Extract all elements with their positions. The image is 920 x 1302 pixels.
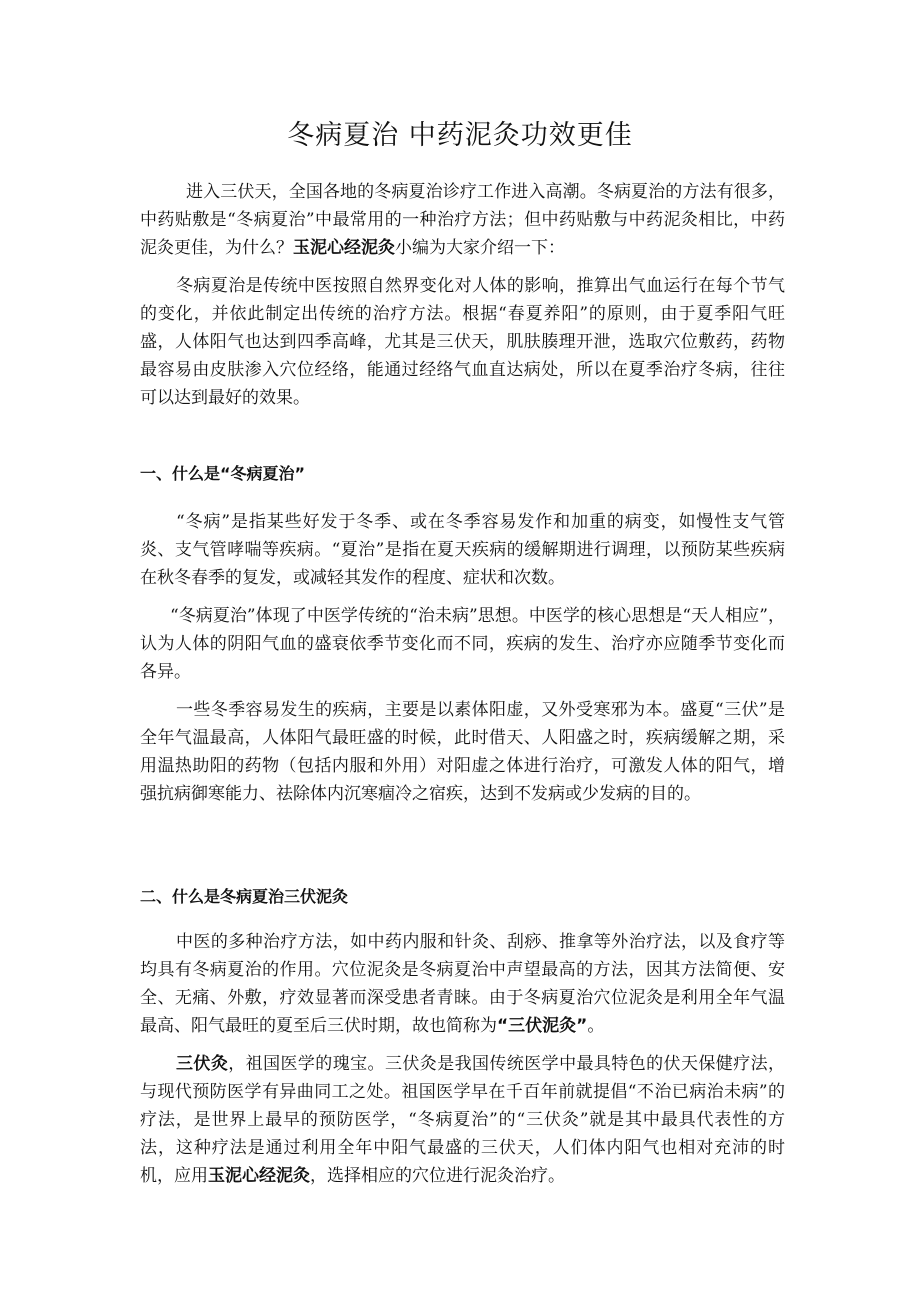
section2-p2-text: ，祖国医学的瑰宝。三伏灸是我国传统医学中最具特色的伏天保健疗法，与现代预防医学有异曲同工之处。祖国医学早在千百年前就提倡“不治已病治未病”的疗法，是世界上最早的预防医学，“冬病夏治”的“三伏灸”就是其中最具代表性的方法，这种疗法是通过利用全年中阳气最盛的三伏天，人们体内阳气也相对充沛的时机，应用: [140, 1054, 786, 1186]
intro-text-end: 小编为大家介绍一下：: [395, 238, 565, 258]
principle-paragraph: 冬病夏治是传统中医按照自然界变化对人体的影响，推算出气血运行在每个节气的变化，并依此制定出传统的治疗方法。根据“春夏养阳”的原则，由于夏季阳气旺盛，人体阳气也达到四季高峰，尤其是三伏天，肌肤腠理开泄，选取穴位敷药，药物最容易由皮肤渗入穴位经络，能通过经络气血直达病处，所以在夏季治疗冬病，往往可以达到最好的效果。: [140, 276, 785, 408]
section-heading-2: 二、什么是冬病夏治三伏泥灸: [140, 887, 349, 906]
section1-paragraph-2: “冬病夏治”体现了中医学传统的“治未病”思想。中医学的核心思想是“天人相应”， 认为人体的阴阳气血的盛衰依季节变化而不同，疾病的发生、治疗亦应随季节变化而各异。: [140, 606, 785, 682]
section2-p2-end: ，选择相应的穴位进行泥灸治疗。: [310, 1166, 565, 1186]
brand-name: 玉泥心经泥灸: [293, 238, 395, 258]
section2-p1-end: 。: [587, 1016, 605, 1036]
sanfu-nijiu-term: “三伏泥灸”: [497, 1016, 588, 1036]
brand-name-2: 玉泥心经泥灸: [208, 1166, 310, 1186]
section1-paragraph-1: “冬病”是指某些好发于冬季、或在冬季容易发作和加重的病变，如慢性支气管炎、支气管哮喘等疾病。“夏治”是指在夏天疾病的缓解期进行调理，以预防某些疾病在秋冬春季的复发，或减轻其发作的程度、症状和次数。: [140, 512, 785, 588]
intro-paragraph: [140, 178, 785, 262]
page-title: 冬病夏治 中药泥灸功效更佳: [287, 120, 633, 151]
section2-paragraph-2: [140, 1050, 785, 1190]
sanfujiu-term: 三伏灸: [176, 1054, 229, 1074]
intro-text: 进入三伏天，全国各地的冬病夏治诊疗工作进入高潮。冬病夏治的方法有很多， 中药贴敷是“冬病夏治”中最常用的一种治疗方法；但中药贴敷与中药泥灸相比，中药泥灸更佳，为什么？: [140, 182, 785, 258]
section2-p1-text: 中医的多种治疗方法，如中药内服和针灸、刮痧、推拿等外治疗法，以及食疗等均具有冬病夏治的作用。穴位泥灸是冬病夏治中声望最高的方法，因其方法简便、安全、无痛、外敷，疗效显著而深受患者青睐。由于冬病夏治穴位泥灸是利用全年气温最高、阳气最旺的夏至后三伏时期，故也简称为: [140, 932, 785, 1036]
section-heading-1: 一、什么是“冬病夏治”: [140, 464, 306, 483]
section1-paragraph-3: 一些冬季容易发生的疾病，主要是以素体阳虚，又外受寒邪为本。盛夏“三伏”是全年气温最高，人体阳气最旺盛的时候，此时借天、人阳盛之时，疾病缓解之期，采用温热助阳的药物（包括内服和外用）对阳虚之体进行治疗，可激发人体的阳气，增强抗病御寒能力、祛除体内沉寒痼冷之宿疾，达到不发病或少发病的目的。: [140, 700, 785, 804]
section2-paragraph-1: [140, 928, 785, 1040]
